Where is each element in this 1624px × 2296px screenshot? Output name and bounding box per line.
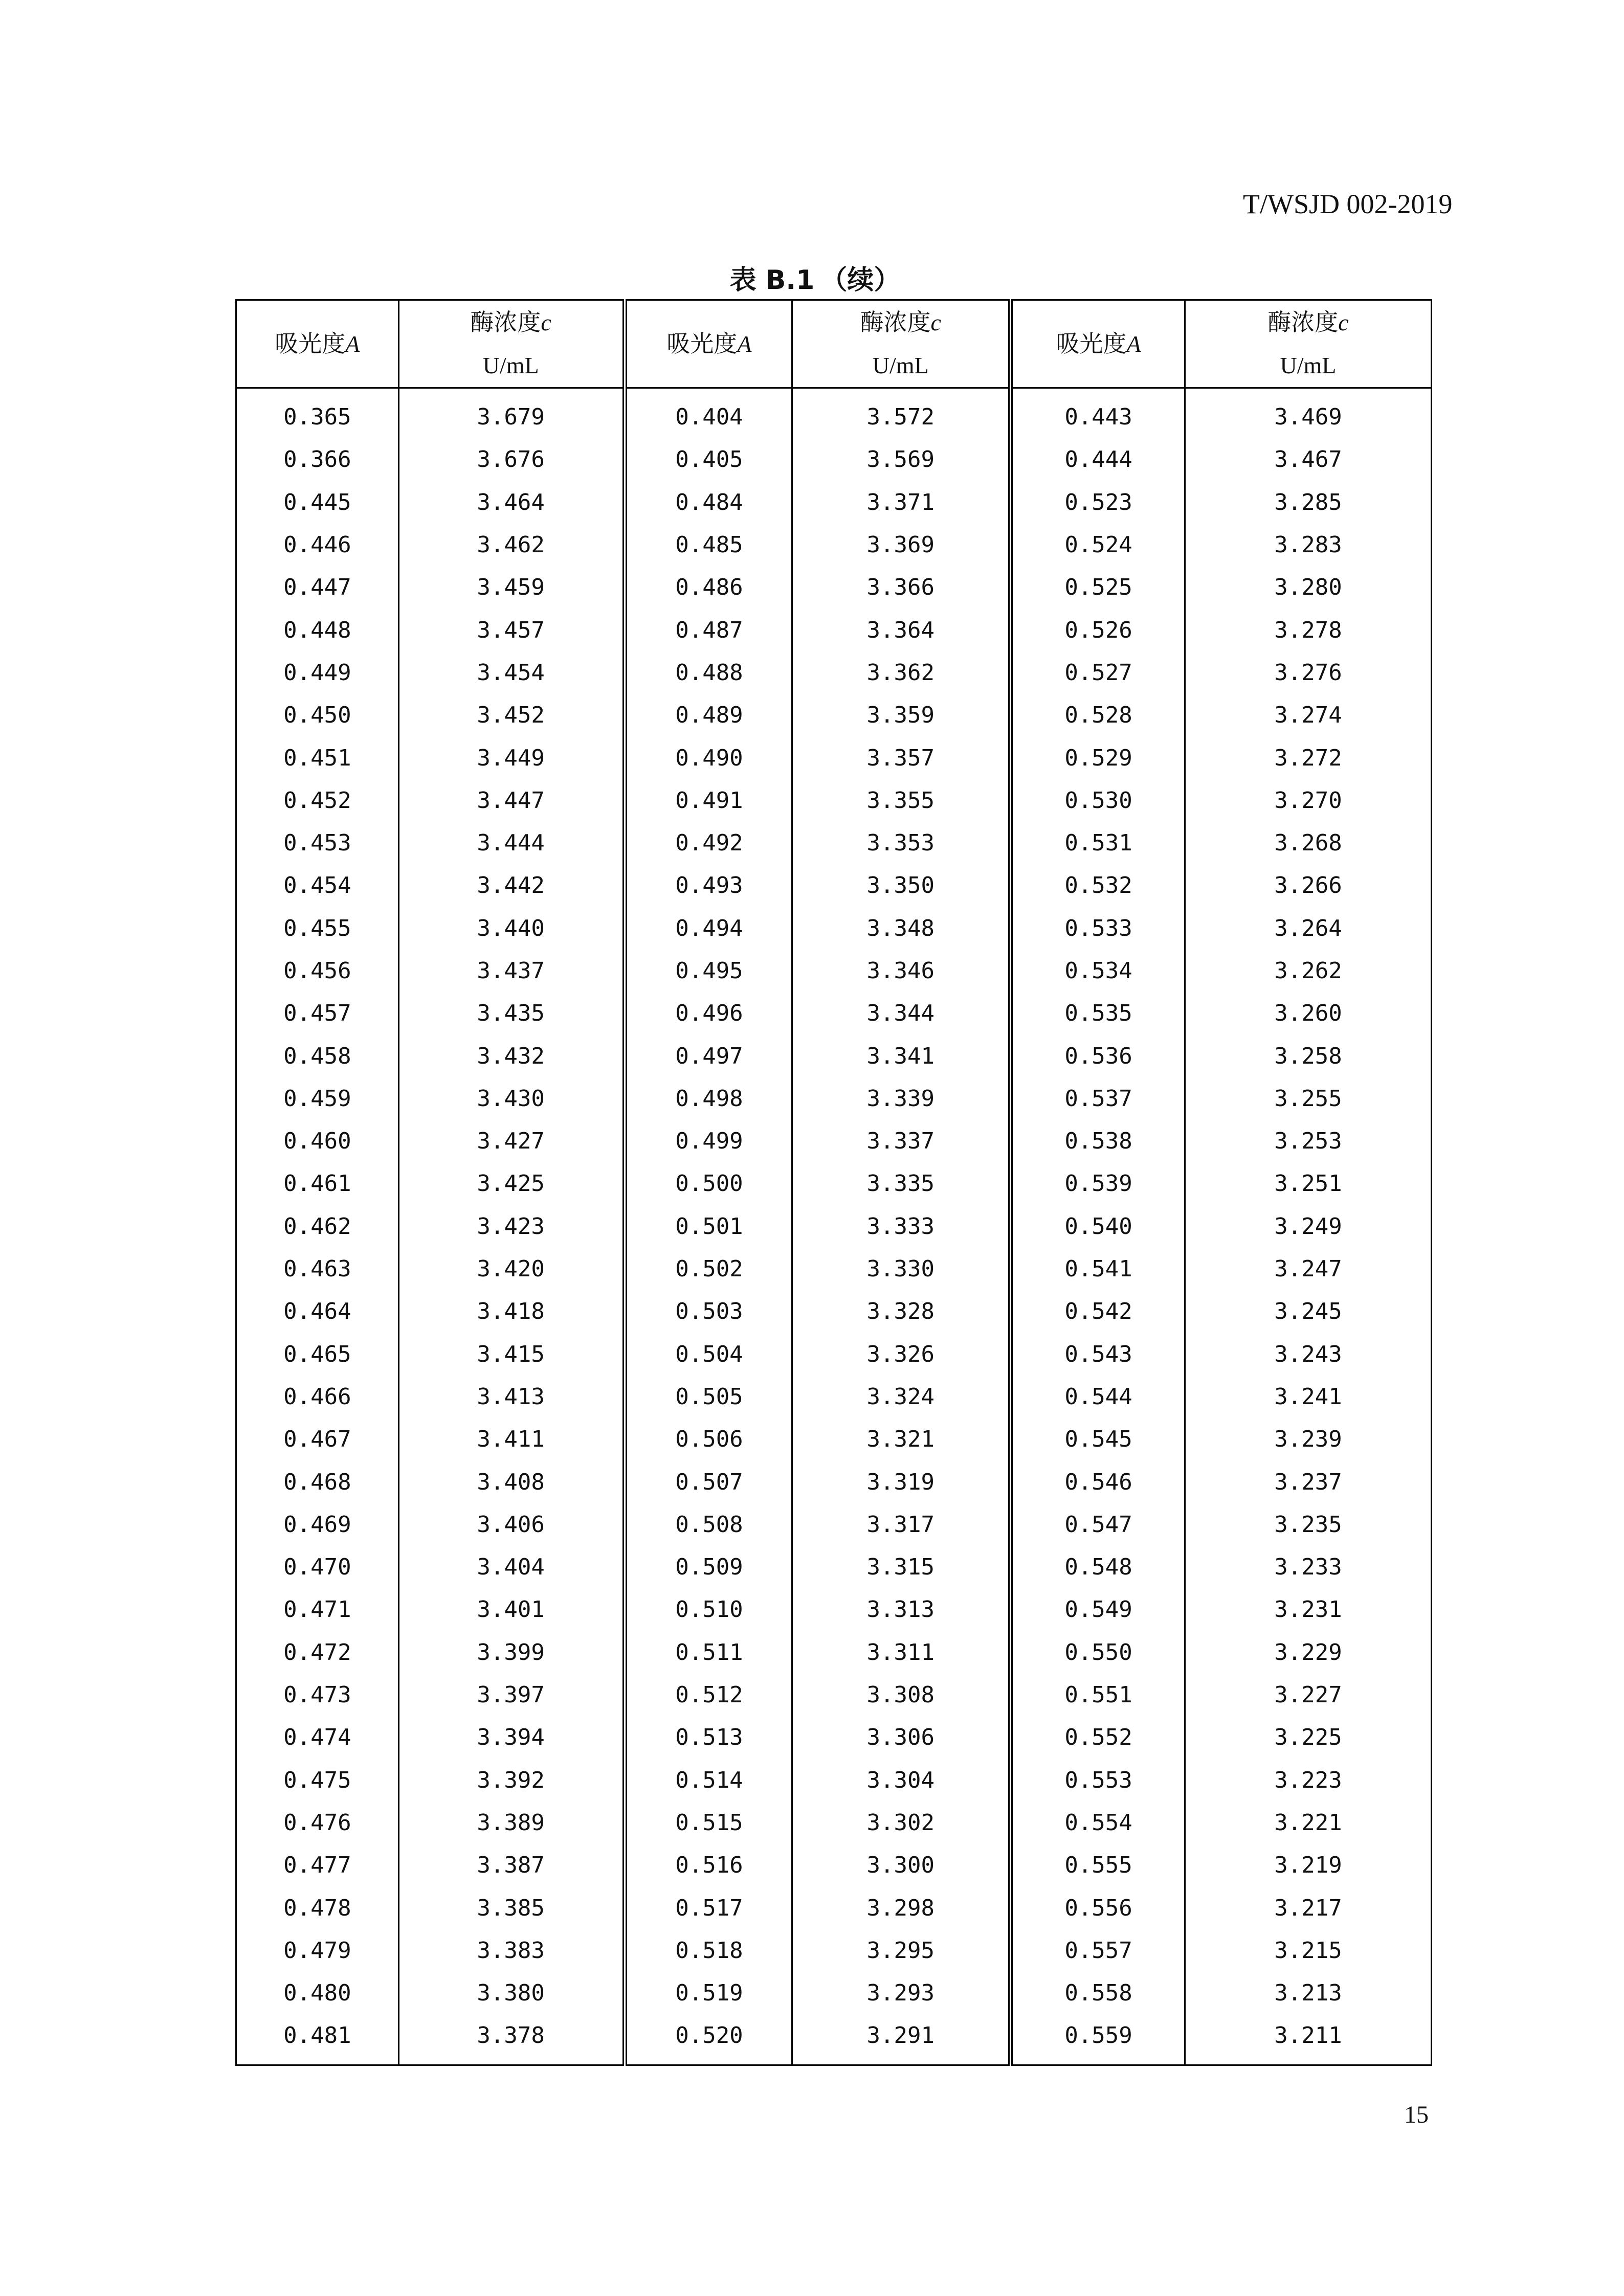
absorbance-cell: 0.467 (236, 1418, 399, 1460)
absorbance-cell: 0.538 (1011, 1120, 1185, 1162)
absorbance-cell: 0.517 (625, 1886, 792, 1929)
enzyme-concentration-cell: 3.223 (1185, 1759, 1431, 1802)
enzyme-concentration-cell: 3.276 (1185, 651, 1431, 694)
absorbance-cell: 0.515 (625, 1802, 792, 1844)
enzyme-concentration-cell: 3.291 (792, 2014, 1011, 2065)
table-header-row (236, 300, 1432, 388)
enzyme-concentration-cell: 3.231 (1185, 1588, 1431, 1631)
enzyme-concentration-cell: 3.225 (1185, 1716, 1431, 1759)
table-row (236, 609, 1432, 651)
absorbance-cell: 0.445 (236, 481, 399, 524)
absorbance-cell: 0.476 (236, 1802, 399, 1844)
absorbance-cell: 0.551 (1011, 1674, 1185, 1716)
enzyme-concentration-cell: 3.241 (1185, 1376, 1431, 1418)
enzyme-concentration-cell: 3.423 (398, 1205, 625, 1248)
enzyme-concentration-cell: 3.366 (792, 566, 1011, 609)
header-enzyme-1: 酶浓度c U/mL (398, 300, 625, 388)
enzyme-concentration-cell: 3.415 (398, 1333, 625, 1376)
header-enzyme-2: 酶浓度c U/mL (792, 300, 1011, 388)
enzyme-concentration-cell: 3.243 (1185, 1333, 1431, 1376)
absorbance-cell: 0.464 (236, 1290, 399, 1333)
absorbance-cell: 0.499 (625, 1120, 792, 1162)
absorbance-cell: 0.548 (1011, 1546, 1185, 1588)
absorbance-cell: 0.539 (1011, 1162, 1185, 1205)
enzyme-concentration-cell: 3.462 (398, 524, 625, 566)
table-caption-suffix: （续） (820, 265, 901, 296)
enzyme-concentration-cell: 3.295 (792, 1929, 1011, 1972)
absorbance-cell: 0.516 (625, 1844, 792, 1886)
enzyme-concentration-cell: 3.313 (792, 1588, 1011, 1631)
enzyme-concentration-cell: 3.348 (792, 907, 1011, 950)
enzyme-concentration-cell: 3.359 (792, 694, 1011, 736)
table-row (236, 950, 1432, 992)
table-row (236, 1290, 1432, 1333)
absorbance-cell: 0.475 (236, 1759, 399, 1802)
enzyme-concentration-cell: 3.444 (398, 822, 625, 864)
absorbance-cell: 0.468 (236, 1460, 399, 1503)
enzyme-concentration-cell: 3.467 (1185, 438, 1431, 481)
table-caption-label: 表 B.1 (729, 265, 815, 296)
absorbance-cell: 0.478 (236, 1886, 399, 1929)
header-absorbance-2: 吸光度A (625, 300, 792, 388)
enzyme-concentration-cell: 3.258 (1185, 1034, 1431, 1077)
enzyme-concentration-cell: 3.333 (792, 1205, 1011, 1248)
enzyme-concentration-cell: 3.233 (1185, 1546, 1431, 1588)
enzyme-concentration-cell: 3.427 (398, 1120, 625, 1162)
enzyme-concentration-cell: 3.371 (792, 481, 1011, 524)
absorbance-cell: 0.535 (1011, 992, 1185, 1034)
absorbance-cell: 0.512 (625, 1674, 792, 1716)
enzyme-concentration-cell: 3.425 (398, 1162, 625, 1205)
absorbance-cell: 0.510 (625, 1588, 792, 1631)
enzyme-concentration-cell: 3.247 (1185, 1248, 1431, 1290)
absorbance-cell: 0.455 (236, 907, 399, 950)
table-row (236, 1802, 1432, 1844)
absorbance-cell: 0.505 (625, 1376, 792, 1418)
enzyme-concentration-cell: 3.283 (1185, 524, 1431, 566)
absorbance-cell: 0.481 (236, 2014, 399, 2065)
absorbance-cell: 0.532 (1011, 864, 1185, 907)
enzyme-concentration-cell: 3.266 (1185, 864, 1431, 907)
enzyme-concentration-cell: 3.418 (398, 1290, 625, 1333)
absorbance-cell: 0.490 (625, 736, 792, 779)
absorbance-cell: 0.496 (625, 992, 792, 1034)
enzyme-concentration-cell: 3.335 (792, 1162, 1011, 1205)
absorbance-cell: 0.549 (1011, 1588, 1185, 1631)
table-row (236, 1205, 1432, 1248)
absorbance-cell: 0.451 (236, 736, 399, 779)
table-row (236, 1120, 1432, 1162)
table-body (236, 388, 1432, 2065)
enzyme-concentration-cell: 3.319 (792, 1460, 1011, 1503)
enzyme-concentration-cell: 3.404 (398, 1546, 625, 1588)
absorbance-cell: 0.488 (625, 651, 792, 694)
table-row (236, 1546, 1432, 1588)
enzyme-concentration-cell: 3.385 (398, 1886, 625, 1929)
table-row (236, 1674, 1432, 1716)
enzyme-concentration-cell: 3.321 (792, 1418, 1011, 1460)
absorbance-cell: 0.508 (625, 1503, 792, 1546)
conversion-table (235, 299, 1432, 2066)
absorbance-cell: 0.520 (625, 2014, 792, 2065)
enzyme-concentration-cell: 3.350 (792, 864, 1011, 907)
absorbance-cell: 0.404 (625, 388, 792, 439)
table-row (236, 438, 1432, 481)
enzyme-concentration-cell: 3.235 (1185, 1503, 1431, 1546)
absorbance-cell: 0.461 (236, 1162, 399, 1205)
absorbance-cell: 0.477 (236, 1844, 399, 1886)
enzyme-concentration-cell: 3.399 (398, 1631, 625, 1674)
absorbance-cell: 0.463 (236, 1248, 399, 1290)
absorbance-cell: 0.514 (625, 1759, 792, 1802)
enzyme-concentration-cell: 3.569 (792, 438, 1011, 481)
enzyme-concentration-cell: 3.394 (398, 1716, 625, 1759)
absorbance-cell: 0.462 (236, 1205, 399, 1248)
header-absorbance-1: 吸光度A (236, 300, 399, 388)
enzyme-concentration-cell: 3.253 (1185, 1120, 1431, 1162)
absorbance-cell: 0.487 (625, 609, 792, 651)
table-row (236, 1503, 1432, 1546)
table-row (236, 907, 1432, 950)
enzyme-concentration-cell: 3.293 (792, 1972, 1011, 2014)
absorbance-cell: 0.479 (236, 1929, 399, 1972)
table-row (236, 822, 1432, 864)
page-number: 15 (1404, 2101, 1429, 2128)
enzyme-concentration-cell: 3.337 (792, 1120, 1011, 1162)
enzyme-concentration-cell: 3.432 (398, 1034, 625, 1077)
absorbance-cell: 0.507 (625, 1460, 792, 1503)
table-row (236, 1333, 1432, 1376)
absorbance-cell: 0.552 (1011, 1716, 1185, 1759)
enzyme-concentration-cell: 3.341 (792, 1034, 1011, 1077)
absorbance-cell: 0.485 (625, 524, 792, 566)
absorbance-cell: 0.545 (1011, 1418, 1185, 1460)
absorbance-cell: 0.541 (1011, 1248, 1185, 1290)
enzyme-concentration-cell: 3.447 (398, 779, 625, 822)
table-row (236, 1077, 1432, 1120)
enzyme-concentration-cell: 3.270 (1185, 779, 1431, 822)
absorbance-cell: 0.557 (1011, 1929, 1185, 1972)
absorbance-cell: 0.484 (625, 481, 792, 524)
absorbance-cell: 0.513 (625, 1716, 792, 1759)
table-row (236, 1759, 1432, 1802)
absorbance-cell: 0.527 (1011, 651, 1185, 694)
table-row (236, 524, 1432, 566)
absorbance-cell: 0.555 (1011, 1844, 1185, 1886)
absorbance-cell: 0.447 (236, 566, 399, 609)
absorbance-cell: 0.405 (625, 438, 792, 481)
absorbance-cell: 0.456 (236, 950, 399, 992)
enzyme-concentration-cell: 3.454 (398, 651, 625, 694)
enzyme-concentration-cell: 3.397 (398, 1674, 625, 1716)
table-row (236, 1162, 1432, 1205)
enzyme-concentration-cell: 3.355 (792, 779, 1011, 822)
enzyme-concentration-cell: 3.330 (792, 1248, 1011, 1290)
table-row (236, 1376, 1432, 1418)
absorbance-cell: 0.530 (1011, 779, 1185, 822)
enzyme-concentration-cell: 3.392 (398, 1759, 625, 1802)
enzyme-concentration-cell: 3.383 (398, 1929, 625, 1972)
absorbance-cell: 0.460 (236, 1120, 399, 1162)
enzyme-concentration-cell: 3.268 (1185, 822, 1431, 864)
enzyme-concentration-cell: 3.440 (398, 907, 625, 950)
absorbance-cell: 0.536 (1011, 1034, 1185, 1077)
table-row (236, 694, 1432, 736)
enzyme-concentration-cell: 3.251 (1185, 1162, 1431, 1205)
absorbance-cell: 0.453 (236, 822, 399, 864)
absorbance-cell: 0.465 (236, 1333, 399, 1376)
enzyme-concentration-cell: 3.411 (398, 1418, 625, 1460)
enzyme-concentration-cell: 3.676 (398, 438, 625, 481)
absorbance-cell: 0.504 (625, 1333, 792, 1376)
enzyme-concentration-cell: 3.408 (398, 1460, 625, 1503)
table-caption (0, 258, 1624, 297)
enzyme-concentration-cell: 3.221 (1185, 1802, 1431, 1844)
absorbance-cell: 0.540 (1011, 1205, 1185, 1248)
absorbance-cell: 0.524 (1011, 524, 1185, 566)
absorbance-cell: 0.506 (625, 1418, 792, 1460)
absorbance-cell: 0.550 (1011, 1631, 1185, 1674)
table-row (236, 1972, 1432, 2014)
table-row (236, 864, 1432, 907)
absorbance-cell: 0.531 (1011, 822, 1185, 864)
absorbance-cell: 0.534 (1011, 950, 1185, 992)
enzyme-concentration-cell: 3.298 (792, 1886, 1011, 1929)
absorbance-cell: 0.544 (1011, 1376, 1185, 1418)
enzyme-concentration-cell: 3.364 (792, 609, 1011, 651)
absorbance-cell: 0.448 (236, 609, 399, 651)
absorbance-cell: 0.493 (625, 864, 792, 907)
enzyme-concentration-cell: 3.304 (792, 1759, 1011, 1802)
absorbance-cell: 0.457 (236, 992, 399, 1034)
absorbance-cell: 0.443 (1011, 388, 1185, 439)
absorbance-cell: 0.473 (236, 1674, 399, 1716)
absorbance-cell: 0.501 (625, 1205, 792, 1248)
enzyme-concentration-cell: 3.435 (398, 992, 625, 1034)
absorbance-cell: 0.495 (625, 950, 792, 992)
enzyme-concentration-cell: 3.229 (1185, 1631, 1431, 1674)
enzyme-concentration-cell: 3.317 (792, 1503, 1011, 1546)
enzyme-concentration-cell: 3.353 (792, 822, 1011, 864)
absorbance-cell: 0.542 (1011, 1290, 1185, 1333)
enzyme-concentration-cell: 3.328 (792, 1290, 1011, 1333)
enzyme-concentration-cell: 3.452 (398, 694, 625, 736)
enzyme-concentration-cell: 3.255 (1185, 1077, 1431, 1120)
table-row (236, 779, 1432, 822)
enzyme-concentration-cell: 3.442 (398, 864, 625, 907)
document-code: T/WSJD 002-2019 (1243, 189, 1453, 219)
table-row (236, 1248, 1432, 1290)
enzyme-concentration-cell: 3.308 (792, 1674, 1011, 1716)
absorbance-cell: 0.469 (236, 1503, 399, 1546)
enzyme-concentration-cell: 3.449 (398, 736, 625, 779)
absorbance-cell: 0.365 (236, 388, 399, 439)
enzyme-concentration-cell: 3.413 (398, 1376, 625, 1418)
absorbance-cell: 0.474 (236, 1716, 399, 1759)
enzyme-concentration-cell: 3.306 (792, 1716, 1011, 1759)
enzyme-concentration-cell: 3.679 (398, 388, 625, 439)
enzyme-concentration-cell: 3.219 (1185, 1844, 1431, 1886)
enzyme-concentration-cell: 3.369 (792, 524, 1011, 566)
enzyme-concentration-cell: 3.215 (1185, 1929, 1431, 1972)
absorbance-cell: 0.509 (625, 1546, 792, 1588)
absorbance-cell: 0.486 (625, 566, 792, 609)
absorbance-cell: 0.466 (236, 1376, 399, 1418)
absorbance-cell: 0.500 (625, 1162, 792, 1205)
enzyme-concentration-cell: 3.280 (1185, 566, 1431, 609)
enzyme-concentration-cell: 3.300 (792, 1844, 1011, 1886)
table-row (236, 1716, 1432, 1759)
absorbance-cell: 0.546 (1011, 1460, 1185, 1503)
absorbance-cell: 0.494 (625, 907, 792, 950)
table-row (236, 736, 1432, 779)
enzyme-concentration-cell: 3.464 (398, 481, 625, 524)
absorbance-cell: 0.543 (1011, 1333, 1185, 1376)
absorbance-cell: 0.497 (625, 1034, 792, 1077)
absorbance-cell: 0.480 (236, 1972, 399, 2014)
table-row (236, 651, 1432, 694)
absorbance-cell: 0.489 (625, 694, 792, 736)
absorbance-cell: 0.470 (236, 1546, 399, 1588)
absorbance-cell: 0.525 (1011, 566, 1185, 609)
table-row (236, 1460, 1432, 1503)
absorbance-cell: 0.558 (1011, 1972, 1185, 2014)
absorbance-cell: 0.559 (1011, 2014, 1185, 2065)
absorbance-cell: 0.518 (625, 1929, 792, 1972)
enzyme-concentration-cell: 3.420 (398, 1248, 625, 1290)
enzyme-concentration-cell: 3.274 (1185, 694, 1431, 736)
enzyme-concentration-cell: 3.378 (398, 2014, 625, 2065)
absorbance-cell: 0.519 (625, 1972, 792, 2014)
absorbance-cell: 0.446 (236, 524, 399, 566)
absorbance-cell: 0.454 (236, 864, 399, 907)
enzyme-concentration-cell: 3.264 (1185, 907, 1431, 950)
table-row (236, 1929, 1432, 1972)
absorbance-cell: 0.366 (236, 438, 399, 481)
enzyme-concentration-cell: 3.430 (398, 1077, 625, 1120)
enzyme-concentration-cell: 3.260 (1185, 992, 1431, 1034)
table-row (236, 1418, 1432, 1460)
enzyme-concentration-cell: 3.406 (398, 1503, 625, 1546)
header-absorbance-3: 吸光度A (1011, 300, 1185, 388)
enzyme-concentration-cell: 3.211 (1185, 2014, 1431, 2065)
absorbance-cell: 0.556 (1011, 1886, 1185, 1929)
enzyme-concentration-cell: 3.362 (792, 651, 1011, 694)
enzyme-concentration-cell: 3.278 (1185, 609, 1431, 651)
enzyme-concentration-cell: 3.262 (1185, 950, 1431, 992)
absorbance-cell: 0.452 (236, 779, 399, 822)
absorbance-cell: 0.547 (1011, 1503, 1185, 1546)
absorbance-cell: 0.502 (625, 1248, 792, 1290)
enzyme-concentration-cell: 3.324 (792, 1376, 1011, 1418)
absorbance-cell: 0.492 (625, 822, 792, 864)
absorbance-cell: 0.529 (1011, 736, 1185, 779)
absorbance-cell: 0.459 (236, 1077, 399, 1120)
absorbance-cell: 0.523 (1011, 481, 1185, 524)
absorbance-cell: 0.444 (1011, 438, 1185, 481)
enzyme-concentration-cell: 3.245 (1185, 1290, 1431, 1333)
enzyme-concentration-cell: 3.315 (792, 1546, 1011, 1588)
enzyme-concentration-cell: 3.249 (1185, 1205, 1431, 1248)
table-row (236, 1588, 1432, 1631)
absorbance-cell: 0.471 (236, 1588, 399, 1631)
enzyme-concentration-cell: 3.213 (1185, 1972, 1431, 2014)
enzyme-concentration-cell: 3.217 (1185, 1886, 1431, 1929)
enzyme-concentration-cell: 3.339 (792, 1077, 1011, 1120)
absorbance-cell: 0.449 (236, 651, 399, 694)
enzyme-concentration-cell: 3.401 (398, 1588, 625, 1631)
enzyme-concentration-cell: 3.344 (792, 992, 1011, 1034)
enzyme-concentration-cell: 3.389 (398, 1802, 625, 1844)
absorbance-cell: 0.526 (1011, 609, 1185, 651)
table-row (236, 566, 1432, 609)
absorbance-cell: 0.458 (236, 1034, 399, 1077)
table-row (236, 481, 1432, 524)
absorbance-cell: 0.554 (1011, 1802, 1185, 1844)
enzyme-concentration-cell: 3.357 (792, 736, 1011, 779)
table-row (236, 388, 1432, 439)
table-row (236, 2014, 1432, 2065)
enzyme-concentration-cell: 3.311 (792, 1631, 1011, 1674)
enzyme-concentration-cell: 3.237 (1185, 1460, 1431, 1503)
enzyme-concentration-cell: 3.387 (398, 1844, 625, 1886)
absorbance-cell: 0.511 (625, 1631, 792, 1674)
absorbance-cell: 0.450 (236, 694, 399, 736)
absorbance-cell: 0.472 (236, 1631, 399, 1674)
absorbance-cell: 0.533 (1011, 907, 1185, 950)
absorbance-cell: 0.491 (625, 779, 792, 822)
table-row (236, 1034, 1432, 1077)
enzyme-concentration-cell: 3.572 (792, 388, 1011, 439)
enzyme-concentration-cell: 3.227 (1185, 1674, 1431, 1716)
absorbance-cell: 0.537 (1011, 1077, 1185, 1120)
enzyme-concentration-cell: 3.380 (398, 1972, 625, 2014)
enzyme-concentration-cell: 3.326 (792, 1333, 1011, 1376)
enzyme-concentration-cell: 3.346 (792, 950, 1011, 992)
enzyme-concentration-cell: 3.469 (1185, 388, 1431, 439)
header-enzyme-3: 酶浓度c U/mL (1185, 300, 1431, 388)
table-row (236, 1844, 1432, 1886)
absorbance-cell: 0.503 (625, 1290, 792, 1333)
enzyme-concentration-cell: 3.302 (792, 1802, 1011, 1844)
table-row (236, 1886, 1432, 1929)
enzyme-concentration-cell: 3.272 (1185, 736, 1431, 779)
absorbance-cell: 0.498 (625, 1077, 792, 1120)
enzyme-concentration-cell: 3.285 (1185, 481, 1431, 524)
enzyme-concentration-cell: 3.437 (398, 950, 625, 992)
absorbance-cell: 0.528 (1011, 694, 1185, 736)
table-row (236, 992, 1432, 1034)
enzyme-concentration-cell: 3.459 (398, 566, 625, 609)
table-row (236, 1631, 1432, 1674)
enzyme-concentration-cell: 3.239 (1185, 1418, 1431, 1460)
enzyme-concentration-cell: 3.457 (398, 609, 625, 651)
absorbance-cell: 0.553 (1011, 1759, 1185, 1802)
